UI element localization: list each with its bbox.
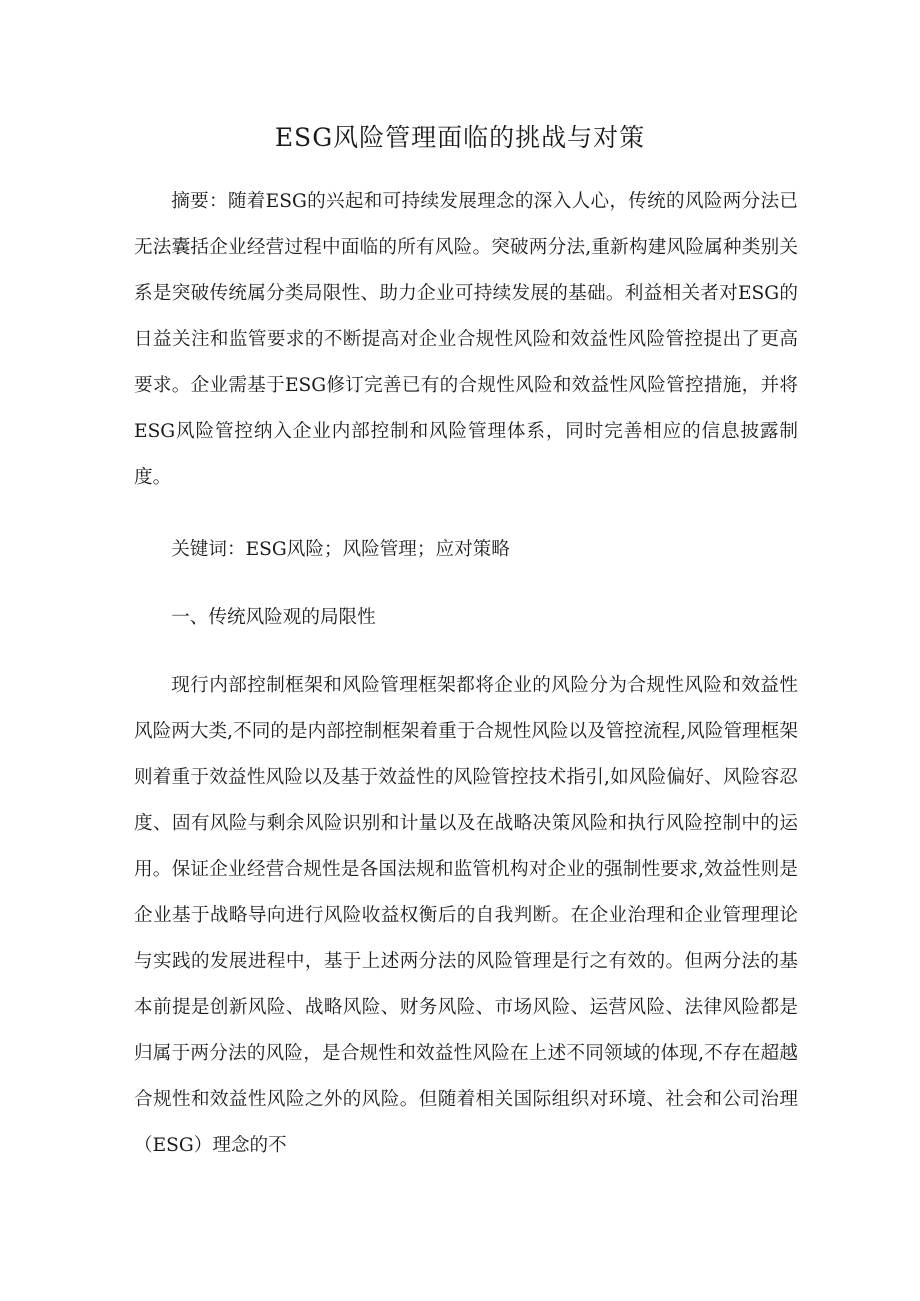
abstract-paragraph: 摘要：随着ESG的兴起和可持续发展理念的深入人心，传统的风险两分法已无法囊括企业经营过程中面临的所有风险。突破两分法,重新构建风险属种类别关系是突破传统属分类局限性、助力企业可持续发展的基础。利益相关者对ESG的日益关注和监管要求的不断提高对企业合规性风险和效益性风险管控提出了更高要求。企业需基于ESG修订完善已有的合规性风险和效益性风险管控措施，并将ESG风险管控纳入企业内部控制和风险管理体系，同时完善相应的信息披露制度。 — [134, 191, 798, 488]
document-title: ESG风险管理面临的挑战与对策 — [274, 123, 646, 152]
section-heading: 一、传统风险观的局限性 — [171, 607, 376, 628]
body-paragraph: 现行内部控制框架和风险管理框架都将企业的风险分为合规性风险和效益性风险两大类,不同的是内部控制框架着重于合规性风险以及管控流程,风险管理框架则着重于效益性风险以及基于效益性的风险管控技术指引,如风险偏好、风险容忍度、固有风险与剩余风险识别和计量以及在战略决策风险和执行风险控制中的运用。保证企业经营合规性是各国法规和监管机构对企业的强制性要求,效益性则是企业基于战略导向进行风险收益权衡后的自我判断。在企业治理和企业管理理论与实践的发展进程中，基于上述两分法的风险管理是行之有效的。但两分法的基本前提是创新风险、战略风险、财务风险、市场风险、运营风险、法律风险都是归属于两分法的风险，是合规性和效益性风险在上述不同领域的体现,不存在超越合规性和效益性风险之外的风险。但随着相关国际组织对环境、社会和公司治理（ESG）理念的不 — [134, 675, 798, 1156]
keywords-line: 关键词：ESG风险；风险管理；应对策略 — [171, 539, 510, 560]
